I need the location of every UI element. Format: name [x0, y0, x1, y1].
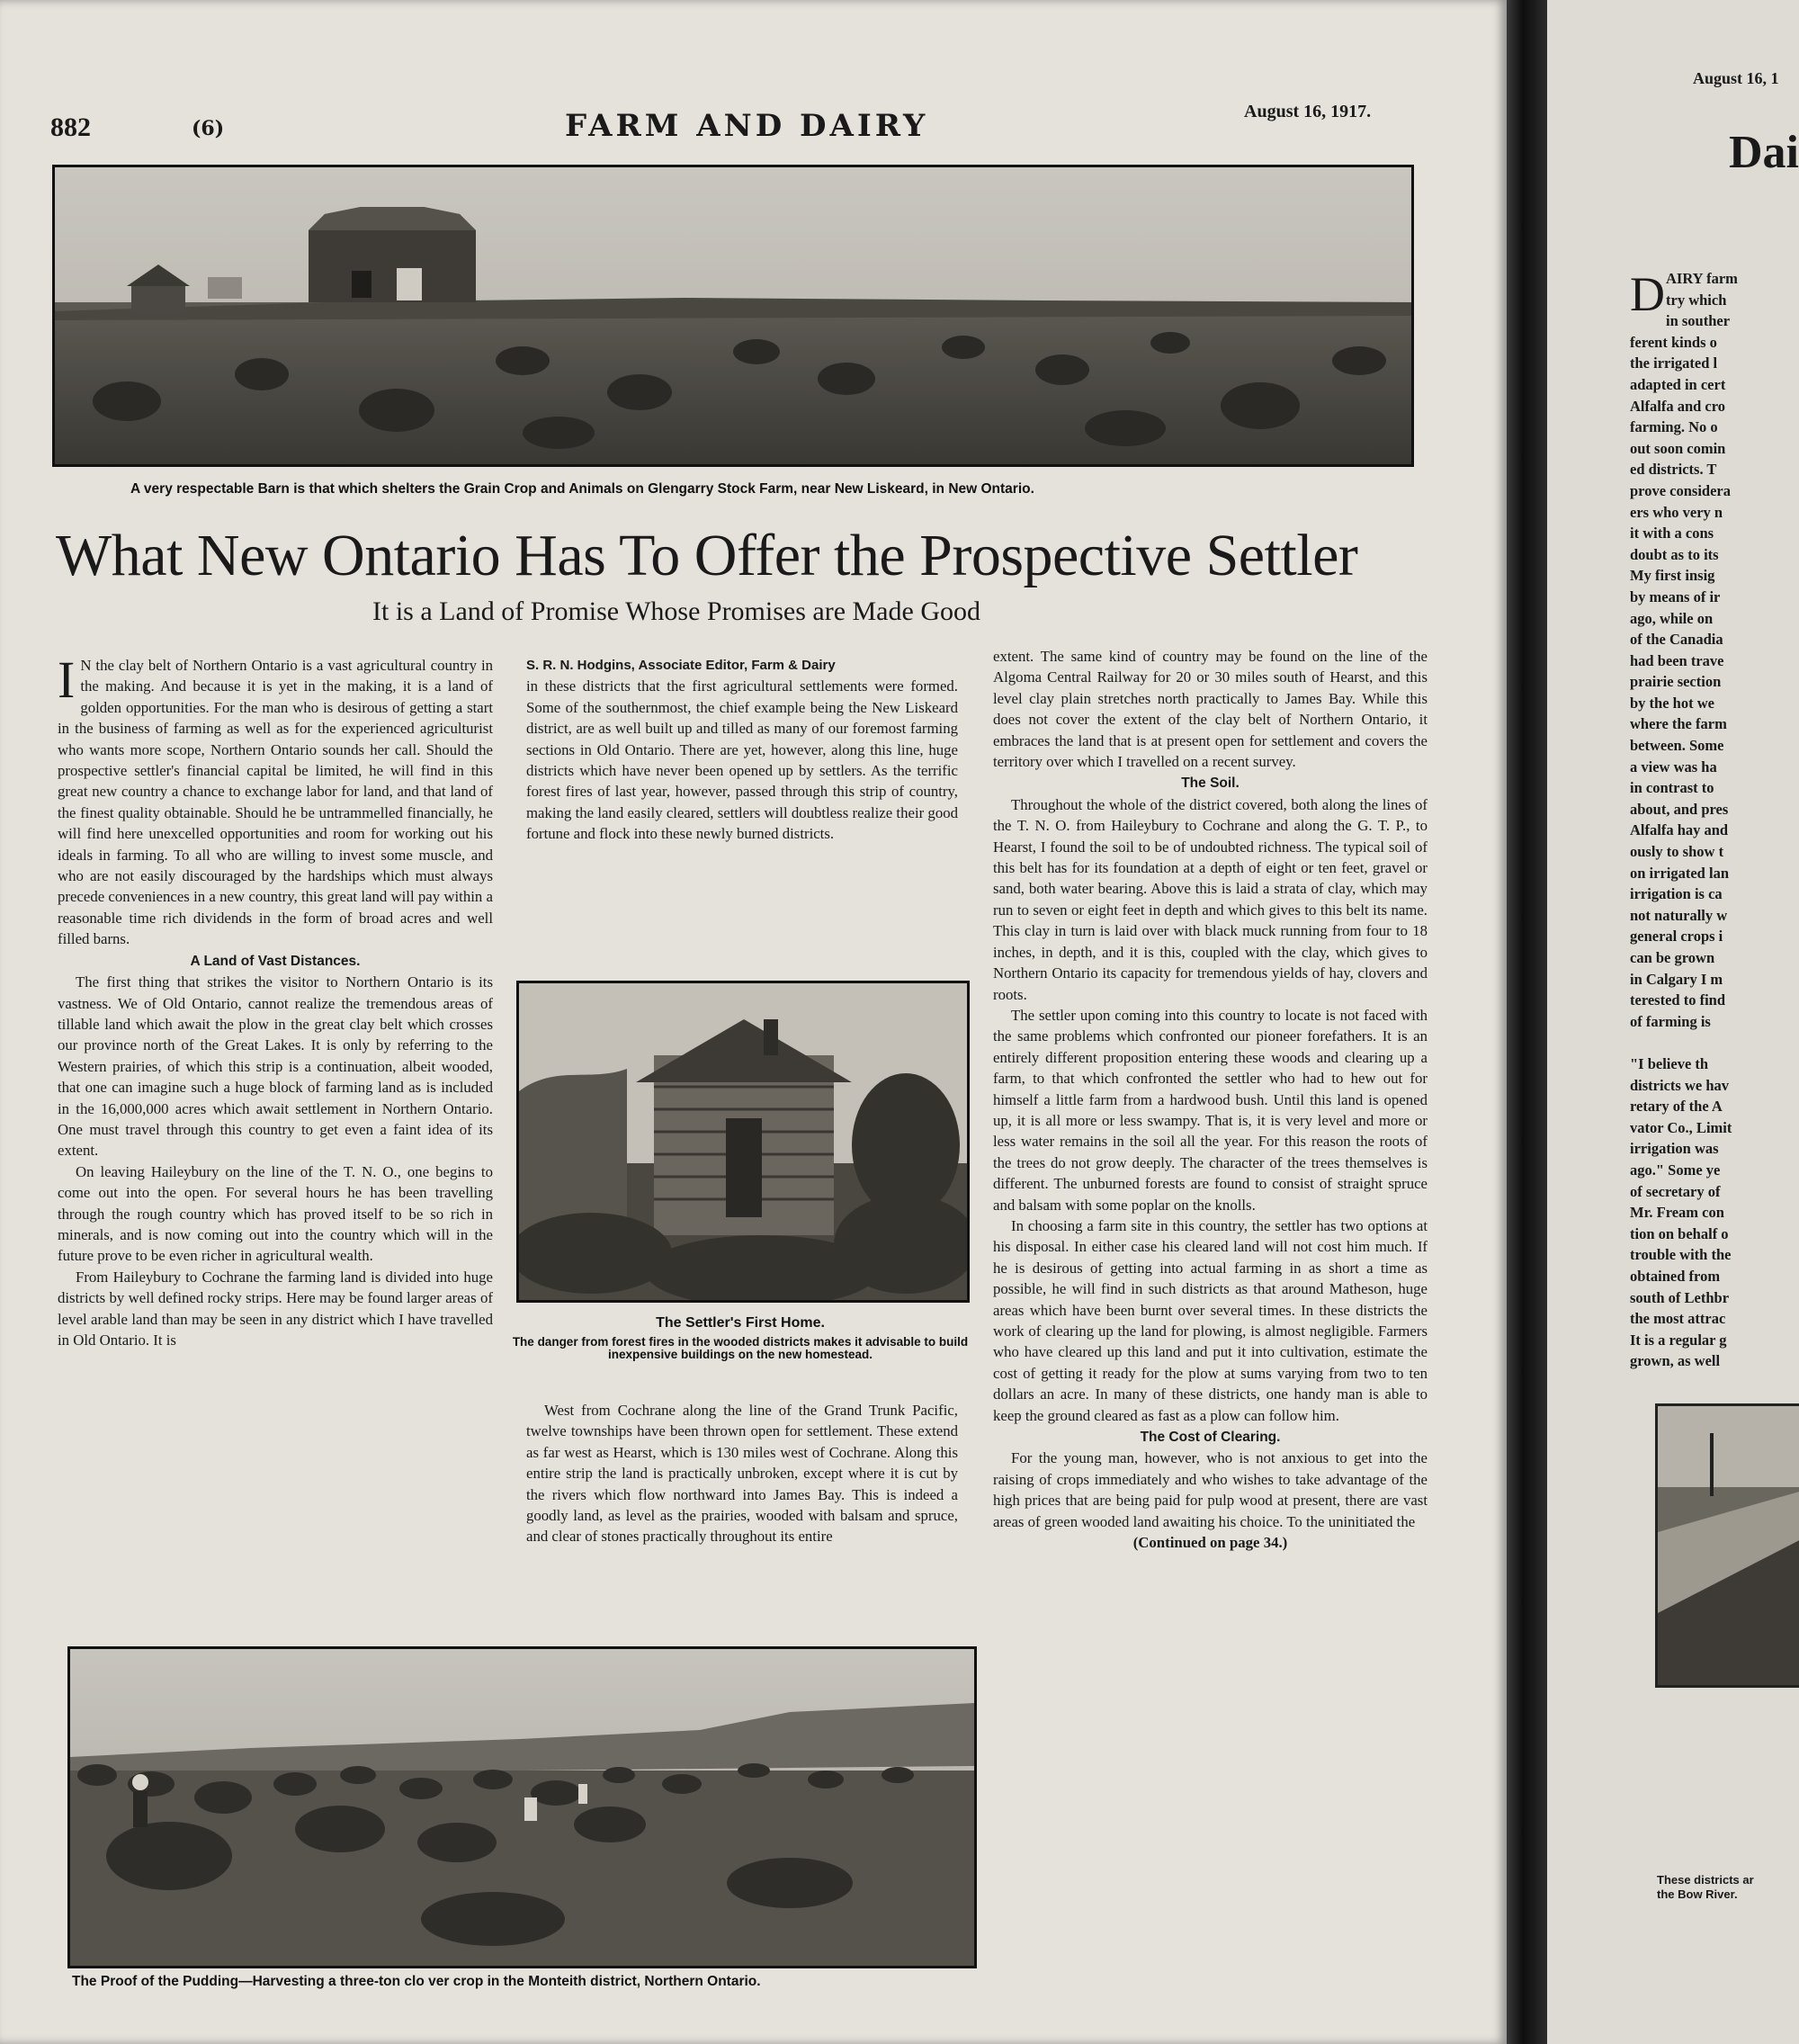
adjacent-page-line: try which [1666, 291, 1727, 309]
article-paragraph: From Haileybury to Cochrane the farming land is divided into huge districts by well defined rocky strips. Here may be found larger areas of level arable land than may be seen in any district which I have travelled in Old Ontario. It is [58, 1268, 493, 1349]
adjacent-page-line: by means of ir [1630, 587, 1721, 605]
section-heading-cost: The Cost of Clearing. [1140, 1430, 1281, 1446]
section-heading-distances: A Land of Vast Distances. [190, 953, 361, 969]
issue-date: August 16, 1917. [1244, 102, 1372, 121]
adjacent-page-line: ago, while on [1630, 609, 1714, 627]
adjacent-page-line: Mr. Fream con [1630, 1204, 1724, 1222]
barn-photo-caption: A very respectable Barn is that which shelters the Grain Crop and Animals on Glengarry Stock Farm, near New Liskeard, in New Ontario. [130, 481, 1034, 497]
article-paragraph: West from Cochrane along the line of the Grand Trunk Pacific, twelve townships have been thrown open for settlement. These extend as far west as Hearst, which is 130 miles west of Cochrane. Along this entire strip the land is practically unbroken, except where it is cut by the rivers which flow northward into James Bay. This is indeed a goodly land, as level as the prairies, wooded with balsam and spruce, and clear of stones practically throughout its entire [526, 1402, 958, 1546]
article-paragraph: On leaving Haileybury on the line of the T. N. O., one begins to come out into the open. For several hours he has been travelling through the rough country which has proved itself to be so rich in minerals, and is now coming out into the country which will in the future prove to be even richer in agricultural wealth. [58, 1162, 493, 1265]
continued-notice: (Continued on page 34.) [1132, 1534, 1288, 1552]
adjacent-page-line: ago." Some ye [1630, 1161, 1721, 1179]
adjacent-page-line: vator Co., Limit [1630, 1118, 1732, 1136]
adjacent-page-fragment [1547, 0, 1799, 2044]
adjacent-page-line [1630, 1032, 1799, 1053]
adjacent-page-line: south of Lethbr [1630, 1288, 1730, 1306]
adjacent-page-line: the most attrac [1630, 1310, 1726, 1328]
adjacent-page-caption-1: These districts ar [1657, 1873, 1754, 1887]
article-column-2-lower [526, 1400, 958, 1547]
article-column-3 [993, 646, 1428, 1553]
binding-gutter [1507, 0, 1547, 2044]
adjacent-page-line: My first insig [1630, 567, 1715, 585]
adjacent-page-line: ferent kinds o [1630, 333, 1717, 351]
adjacent-page-line: irrigation was [1630, 1140, 1719, 1158]
section-heading-soil: The Soil. [1181, 775, 1240, 792]
adjacent-page-caption-2: the Bow River. [1657, 1887, 1738, 1901]
article-column-1 [58, 650, 493, 1350]
adjacent-page-line: farming. No o [1630, 418, 1718, 436]
adjacent-page-line: where the farm [1630, 715, 1727, 733]
clover-harvest-photo [67, 1646, 977, 1968]
cabin-caption-text: The danger from forest fires in the wooded districts makes it advisable to build inexpensive buildings on the new homestead. [512, 1335, 969, 1361]
adjacent-page-line: obtained from [1630, 1267, 1721, 1285]
article-paragraph: Throughout the whole of the district covered, both along the lines of the T. N. O. from Haileybury to Cochrane and along the G. T. P., to Hearst, I found the soil to be of undoubted richness. The typical soil of this belt has for its foundation at a depth of eight or ten feet, gravel or sand, both water bearing. Above this is laid a strata of clay, which may run to seven or eight feet in depth and which gives to this belt its name. This clay in turn is laid over with black muck running from four to 18 inches, in depth, and it is this, coupled with the clay, which gives to Northern Ontario its capacity for tremendous yields of hay, clovers and roots. [993, 795, 1428, 1003]
adjacent-page-line: It is a regular g [1630, 1331, 1727, 1349]
adjacent-page-line: a view was ha [1630, 758, 1717, 775]
article-column-2 [526, 655, 958, 845]
article-paragraph: extent. The same kind of country may be found on the line of the Algoma Central Railway for 20 or 30 miles south of Hearst, and this level clay plain stretches north practically to James Bay. While this does not cover the extent of the clay belt of Northern Ontario, it embraces the land that is at present open for settlement and covers the territory over which I travelled on a recent survey. [993, 648, 1428, 771]
adjacent-page-line: had been trave [1630, 651, 1724, 669]
adjacent-page-dropcap: D [1630, 267, 1665, 321]
adjacent-page-line: out soon comin [1630, 439, 1726, 457]
adjacent-page-line: "I believe th [1630, 1054, 1709, 1072]
adjacent-page-line: adapted in cert [1630, 375, 1726, 393]
adjacent-page-line: ers who very n [1630, 503, 1723, 521]
harvest-photo-caption: The Proof of the Pudding—Harvesting a three-ton clo ver crop in the Monteith district, Northern Ontario. [72, 1974, 761, 1989]
cabin-caption-title: The Settler's First Home. [656, 1315, 825, 1331]
adjacent-page-line: the irrigated l [1630, 354, 1718, 372]
adjacent-page-line: general crops i [1630, 928, 1723, 946]
adjacent-page-line: Alfalfa and cro [1630, 397, 1726, 415]
article-paragraph: For the young man, however, who is not anxious to get into the raising of crops immediately and who wishes to take advantage of the high prices that are being paid for pulp wood at present, there are vast areas of green wooded land awaiting his choice. To the uninitiated the [993, 1449, 1428, 1530]
article-paragraph: The first thing that strikes the visitor to Northern Ontario is its vastness. We of Old Ontario, cannot realize the tremendous areas of tillable land which await the plow in the great clay belt which crosses our province north of the Great Lakes. It is only by referring to the Western prairies, of which this strip is a continuation, albeit wooded, that one can imagine such a huge block of farming land as is included in the 16,000,000 acres which await settlement in Northern Ontario. One must travel through this country to get even a faint idea of its extent. [58, 973, 493, 1160]
settler-cabin-photo [516, 981, 970, 1303]
adjacent-page-line: between. Some [1630, 737, 1724, 755]
adjacent-page-text [1630, 268, 1799, 1372]
adjacent-page-line: districts we hav [1630, 1076, 1729, 1094]
adjacent-page-line: doubt as to its [1630, 545, 1719, 563]
article-subheadline: It is a Land of Promise Whose Promises are Made Good [372, 596, 980, 626]
adjacent-page-line: grown, as well [1630, 1352, 1721, 1370]
adjacent-page-line: ously to show t [1630, 843, 1724, 861]
adjacent-page-title: Dai [1729, 127, 1799, 178]
publication-title: FARM AND DAIRY [565, 108, 929, 144]
adjacent-page-line: on irrigated lan [1630, 864, 1729, 882]
adjacent-page-line: ed districts. T [1630, 461, 1717, 479]
article-paragraph: In choosing a farm site in this country, the settler has two options at his disposal. In either case his cleared land will not cost him much. If he is desirous of getting into actual farming in as short a time as possible, he will find in such districts as that around Matheson, huge areas which have been burnt over several times. In these districts the work of clearing up the land for plowing, is almost negligible. Farmers who have cleared up this land and put it into cultivation, estimate the cost of getting it ready for the plow at sums varying from two to ten dollars an acre. In many of these districts, one handy man is able to keep the ground cleared as fast as a plow can follow him. [993, 1216, 1428, 1424]
adjacent-page-line: of farming is [1630, 1012, 1711, 1030]
section-number: (6) [192, 117, 225, 140]
adjacent-page-line: irrigation is ca [1630, 885, 1723, 903]
adjacent-page-line: prove considera [1630, 481, 1731, 499]
article-paragraph: in these districts that the first agricultural settlements were formed. Some of the southernmost, the chief example being the New Liskeard district, are as well built up and tilled as many of our foremost farming sections in Old Ontario. There are yet, however, along this line, huge districts which have never been opened up by settlers. As the terrific forest fires of last year, however, passed through this strip of country, making the land easily cleared, settlers will doubtless realize their good fortune and flock into these newly burned districts. [526, 677, 958, 843]
adjacent-page-line: retary of the A [1630, 1098, 1723, 1116]
adjacent-page-line: in contrast to [1630, 779, 1714, 797]
adjacent-page-line: about, and pres [1630, 800, 1729, 818]
adjacent-page-line: of the Canadia [1630, 631, 1723, 649]
drop-cap: I [58, 650, 76, 709]
article-paragraph: The settler upon coming into this country to locate is not faced with the same problems which confronted our pioneer forefathers. It is an entirely different proposition entering these woods and clearing up a farm, to that which confronted the settler who had to hew out for himself a little farm from a hardwood bush. Until this land is opened up, it is all more or less swampy. That is, it is very level and more or less water remains in the soil all the year. For this reason the roots of the trees do not grow deeply. The character of the trees themselves is different. The unburned forests are found to consist of straight spruce and balsam with some poplar on the knolls. [993, 1006, 1428, 1214]
adjacent-page-line: it with a cons [1630, 524, 1714, 542]
adjacent-page-line: by the hot we [1630, 694, 1714, 712]
adjacent-page-date: August 16, 1 [1693, 69, 1779, 87]
adjacent-page-line: not naturally w [1630, 906, 1728, 924]
adjacent-page-line: in Calgary I m [1630, 970, 1723, 988]
adjacent-page-line: can be grown [1630, 949, 1715, 966]
adjacent-page-photo [1655, 1403, 1799, 1688]
adjacent-page-line: trouble with the [1630, 1246, 1732, 1264]
adjacent-page-line: AIRY farm [1666, 270, 1738, 287]
page-number: 882 [50, 112, 91, 142]
article-headline: What New Ontario Has To Offer the Prospective Settler [56, 523, 1358, 588]
adjacent-page-line: Alfalfa hay and [1630, 821, 1729, 839]
adjacent-page-line: terested to find [1630, 991, 1726, 1009]
adjacent-page-line: in souther [1666, 312, 1731, 330]
adjacent-page-line: prairie section [1630, 673, 1722, 691]
adjacent-page-line: of secretary of [1630, 1182, 1721, 1200]
article-byline: S. R. N. Hodgins, Associate Editor, Farm & Dairy [526, 658, 836, 673]
article-paragraph: I N the clay belt of Northern Ontario is a vast agricultural country in the making. And because it is yet in the making, it is a land of golden opportunities. For the man who is desirous of getting a start in the business of farming as well as for the experienced agriculturist who wants more scope, Northern Ontario sounds her call. Should the prospective settler's financial capital be limited, he will find in this great new country a chance to exchange labor for land, and that land of the finest quality obtainable. Should he be untrammelled financially, he will find here unexcelled opportunities and room for working out his ideals in farming. To all who are willing to invest some muscle, and who are not easily discouraged by the hardships which must always precede conveniences in a new country, this great land will pay within a reasonable time rich dividends in the form of broad acres and well filled barns. [58, 650, 493, 948]
adjacent-page-line: tion on behalf o [1630, 1224, 1729, 1242]
barn-photo [52, 165, 1414, 467]
